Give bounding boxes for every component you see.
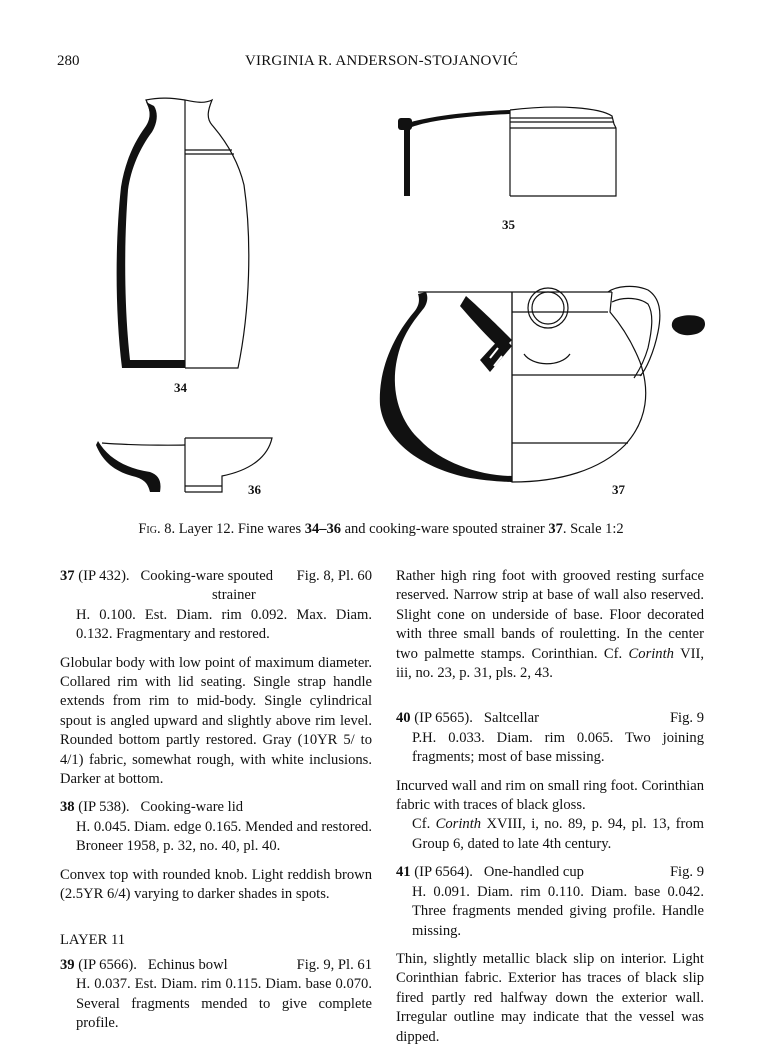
catalogue-entry-39	[60, 956, 372, 1034]
entry-37-dimensions: H. 0.100. Est. Diam. rim 0.092. Max. Diam. 0.132. Fragmentary and restored.	[76, 606, 372, 643]
vessel-34-drawing	[117, 98, 249, 368]
vessel-36-drawing	[96, 438, 272, 492]
entry-38-dimensions: H. 0.045. Diam. edge 0.165. Mended and restored. Broneer 1958, p. 32, no. 40, pl. 40.	[76, 818, 372, 855]
entry-37-description: Globular body with low point of maximum diameter. Collared rim with lid seating. Single strap handle extends from rim to mid-body. Single cylindrical spout is angled upward and slightly above rim level. Rounded bottom partly restored. Gray (10YR 5/ to 4/1) fabric, somewhat rough, with white inclusions. Darker at bottom.	[60, 654, 372, 788]
entry-41-title: One-handled cup	[483, 864, 584, 881]
entry-41-number: 41	[396, 864, 411, 881]
entry-40-comparanda	[396, 815, 704, 854]
figure-caption-text-c: . Scale 1:2	[562, 521, 624, 537]
entry-40-dimensions: P.H. 0.033. Diam. rim 0.065. Two joining fragments; most of base missing.	[412, 729, 704, 766]
section-heading-layer-11: LAYER 11	[60, 931, 126, 948]
vessel-34-label: 34	[174, 380, 187, 395]
entry-39-number: 39	[60, 956, 75, 973]
entry-40-title: Saltcellar	[483, 710, 539, 727]
figure-caption-text-a: Layer 12. Fine wares	[175, 521, 305, 537]
entry-38-description: Convex top with rounded knob. Light reddish brown (2.5YR 6/4) varying to darker shades in spots.	[60, 866, 372, 903]
entry-41-description: Thin, slightly metallic black slip on interior. Light Corinthian fabric. Exterior has traces of black slip fired partly red halfway down the exterior wall. Irregular outline may indicate that the vessel was dipped.	[396, 950, 704, 1045]
catalogue-entry-41	[396, 863, 704, 1047]
entry-40-inventory: (IP 6565).	[410, 710, 473, 727]
entry-37-title: Cooking-ware spouted	[140, 568, 274, 584]
vessel-35-rim-knob	[398, 118, 412, 130]
vessel-34-section	[117, 102, 185, 368]
left-column	[60, 567, 372, 1034]
entry-40-cf-italic: Corinth	[435, 816, 482, 833]
entry-37-number: 37	[60, 568, 75, 584]
vessel-35-exterior-outline	[510, 107, 616, 196]
catalogue-entry-38	[60, 798, 372, 904]
running-head: VIRGINIA R. ANDERSON-STOJANOVIĆ	[245, 53, 519, 69]
vessel-37-drawing	[380, 286, 705, 482]
entry-37-title-continued: strainer	[212, 587, 256, 604]
entry-40-number: 40	[396, 710, 411, 727]
entry-39-continued-description	[396, 567, 704, 683]
entry-41-dimensions: H. 0.091. Diam. rim 0.110. Diam. base 0.042. Three fragments mended giving profile. Handle missing.	[412, 883, 704, 939]
figure-caption	[0, 521, 762, 538]
right-column	[396, 567, 704, 1047]
vessel-36-section	[96, 441, 161, 492]
vessel-37-spout-opening-inner	[532, 292, 564, 324]
vessel-34-exterior-outline	[185, 100, 249, 368]
entry-39-continued-text: Rather high ring foot with grooved resting surface reserved. Narrow strip at base of wall also reserved. Slight cone on underside of base. Floor decorated with three small bands of rouletting. In the center two palmette stamps. Corinthian. Cf.	[396, 568, 704, 662]
vessel-35-drawing	[398, 107, 616, 196]
entry-38-heading	[60, 798, 372, 817]
vessel-35-label: 35	[502, 217, 515, 232]
entry-39-inventory: (IP 6566).	[74, 956, 137, 973]
entry-41-reference: Fig. 9	[669, 864, 704, 881]
figure-8-drawings	[0, 0, 762, 510]
entry-39-reference: Fig. 9, Pl. 61	[296, 956, 372, 973]
entry-40-description: Incurved wall and rim on small ring foot. Corinthian fabric with traces of black gloss.	[396, 777, 704, 814]
entry-41-inventory: (IP 6564).	[410, 864, 473, 881]
entry-37-reference: Fig. 8, Pl. 60	[296, 568, 372, 584]
entry-39-continued-italic: Corinth	[628, 645, 674, 662]
entry-39-heading	[60, 956, 372, 975]
vessel-35-section	[402, 110, 510, 196]
entry-40-cf-prefix: Cf.	[412, 816, 436, 833]
entry-38-inventory: (IP 538).	[74, 799, 130, 816]
vessel-37-label: 37	[612, 482, 625, 497]
vessel-37-handle-section	[672, 315, 705, 335]
entry-40-reference: Fig. 9	[669, 710, 704, 727]
catalogue-entry-40	[396, 709, 704, 854]
vessel-37-handle	[608, 286, 660, 378]
entry-38-number: 38	[60, 799, 75, 816]
figure-caption-bold-b: 37	[548, 521, 563, 537]
figure-caption-prefix: Fig. 8.	[138, 521, 176, 537]
figure-caption-text-b: and cooking-ware spouted strainer	[340, 521, 549, 537]
entry-39-continued-tail: VII, iii, no. 23, p. 31, pls. 2, 43.	[396, 645, 704, 682]
entry-38-title: Cooking-ware lid	[140, 799, 244, 816]
figure-caption-bold-a: 34–36	[304, 521, 341, 537]
vessel-37-spout-curve	[524, 354, 570, 364]
vessel-36-label: 36	[248, 482, 261, 497]
vessel-37-spout-opening	[528, 288, 568, 328]
vessel-34-profile-outline	[120, 98, 185, 365]
catalogue-entry-37	[60, 567, 372, 789]
entry-39-title: Echinus bowl	[147, 956, 228, 973]
entry-41-heading	[396, 863, 704, 882]
entry-37-inventory: (IP 432).	[74, 568, 130, 584]
vessel-36-interior-line	[102, 443, 185, 445]
entry-40-heading	[396, 709, 704, 728]
page-number: 280	[57, 53, 80, 69]
entry-37-heading	[60, 567, 372, 586]
entry-39-dimensions: H. 0.037. Est. Diam. rim 0.115. Diam. base 0.070. Several fragments mended to give complete profile.	[76, 976, 372, 1032]
entry-40-cf-text: XVIII, i, no. 89, p. 94, pl. 13, from Group 6, dated to late 4th century.	[412, 816, 704, 852]
